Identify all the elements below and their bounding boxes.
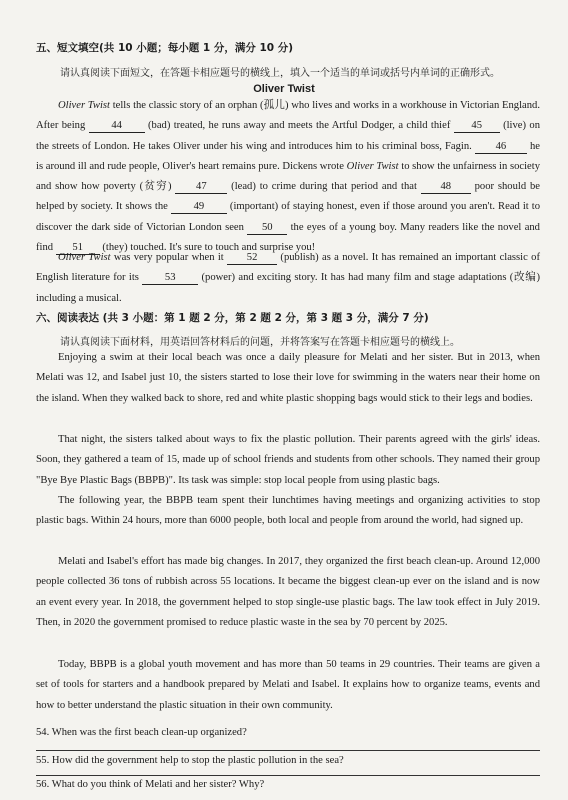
section5-heading: 五、短文填空(共 10 小题；每小题 1 分，满分 10 分) bbox=[36, 42, 294, 54]
text-run: (bad) treated, he runs away and meets the Artful Dodger, a child thief bbox=[144, 120, 454, 132]
section6-paragraph-1: Enjoying a swim at their local beach was once a daily pleasure for Melati and her sister. But in 2013, when Melati was 12, and Isabel just 10, the sisters started to lose their love for swimming in the waters near their home on the island. When they walked back to shore, red and white plastic shopping bags would stick to their legs and bodies. bbox=[36, 352, 540, 404]
blank-49: 49 bbox=[171, 201, 227, 214]
novel-title: Oliver Twist bbox=[58, 100, 110, 111]
question-55: 55. How did the government help to stop the plastic pollution in the sea? bbox=[36, 755, 344, 766]
section6-paragraph-4: Melati and Isabel's effort has made big changes. In 2017, they organized the first beach clean-up. Around 12,000 people collected 36 tons of rubbish across 55 locations. It became the biggest clean-up ever on the island and is now an event every year. In 2018, the government helped to stop single-use plastic bags. The law took effect in July 2019. Then, in 2020 the government promised to reduce plastic waste in the sea by 70 percent by 2025. bbox=[36, 556, 540, 628]
section5-paragraph-1 bbox=[36, 96, 540, 258]
section6-heading: 六、阅读表达 (共 3 小题：第 1 题 2 分，第 2 题 2 分，第 3 题 3 分，满分 7 分) bbox=[36, 312, 429, 324]
text-run: (live) on the streets of London. He takes Oliver under his wing and introduces him to his criminal boss, Fagin. bbox=[36, 120, 540, 152]
novel-title: Oliver Twist bbox=[346, 160, 399, 172]
blank-53: 53 bbox=[142, 272, 198, 285]
blank-44: 44 bbox=[89, 120, 145, 133]
section6-paragraph-5: Today, BBPB is a global youth movement and has more than 50 teams in 29 countries. Their teams are given a set of tools for starters and a handbook prepared by Melati and Isabel. It explains how to organize teams, events and how to better understand the plastic situation in their own community. bbox=[36, 659, 540, 711]
blank-48: 48 bbox=[421, 181, 471, 194]
text-run: to show the unfairness in society and show how poverty (贫穷) bbox=[36, 160, 540, 193]
text-run: was very popular when it bbox=[110, 252, 228, 263]
question-56: 56. What do you think of Melati and her sister? Why? bbox=[36, 779, 265, 790]
section6-instruction: 请认真阅读下面材料，用英语回答材料后的问题，并将答案写在答题卡相应题号的横线上。 bbox=[60, 337, 460, 348]
question-54: 54. When was the first beach clean-up organized? bbox=[36, 727, 247, 738]
section6-paragraph-2: That night, the sisters talked about ways to fix the plastic pollution. Their parents agreed with the girls' ideas. Soon, they gathered a team of 15, made up of school friends and students from other schools. They named their group "Bye Bye Plastic Bags (BBPB)". Its task was simple: stop local people from using plastic bags. bbox=[36, 434, 540, 486]
section5-instruction: 请认真阅读下面短文，在答题卡相应题号的横线上，填入一个适当的单词或括号内单词的正确形式。 bbox=[60, 68, 500, 79]
text-run: poor should be helped by society. It shows the bbox=[36, 181, 540, 213]
answer-line-54[interactable] bbox=[36, 750, 540, 751]
text-run: he is around ill and rude people, Oliver's heart remains pure. Dickens wrote bbox=[36, 140, 540, 172]
text-run: (publish) as a novel. It has remained an important classic of English literature for its bbox=[36, 252, 540, 284]
blank-47: 47 bbox=[175, 181, 227, 194]
text-run: (power) and exciting story. It has had many film and stage adaptations (改编) including a musical. bbox=[36, 272, 540, 304]
text-run: the eyes of a young boy. Many readers like the novel and find bbox=[36, 221, 540, 254]
blank-52: 52 bbox=[227, 252, 277, 265]
blank-50: 50 bbox=[247, 222, 287, 235]
novel-title: Oliver Twist bbox=[58, 252, 111, 263]
blank-51: 51 bbox=[56, 242, 100, 255]
section5-paragraph-2 bbox=[36, 248, 540, 309]
section6-paragraph-3: The following year, the BBPB team spent their lunchtimes having meetings and organizing activities to stop plastic bags. Within 24 hours, more than 6000 people, both local and people from around the world, had signed up. bbox=[36, 495, 540, 527]
passage-title: Oliver Twist bbox=[253, 83, 315, 95]
text-run: tells the classic story of an orphan (孤儿) who lives and works in a workhouse in Victorian England. After being bbox=[36, 100, 540, 132]
blank-46: 46 bbox=[475, 141, 527, 154]
blank-45: 45 bbox=[454, 120, 500, 133]
text-run: (lead) to crime during that period and that bbox=[227, 181, 421, 193]
text-run: (they) touched. It's sure to touch and surprise you! bbox=[99, 242, 316, 254]
text-run: (important) of staying honest, even if those around you aren't. Read it to discover the dark side of Victorian London seen bbox=[36, 201, 541, 233]
answer-line-55[interactable] bbox=[36, 775, 540, 776]
